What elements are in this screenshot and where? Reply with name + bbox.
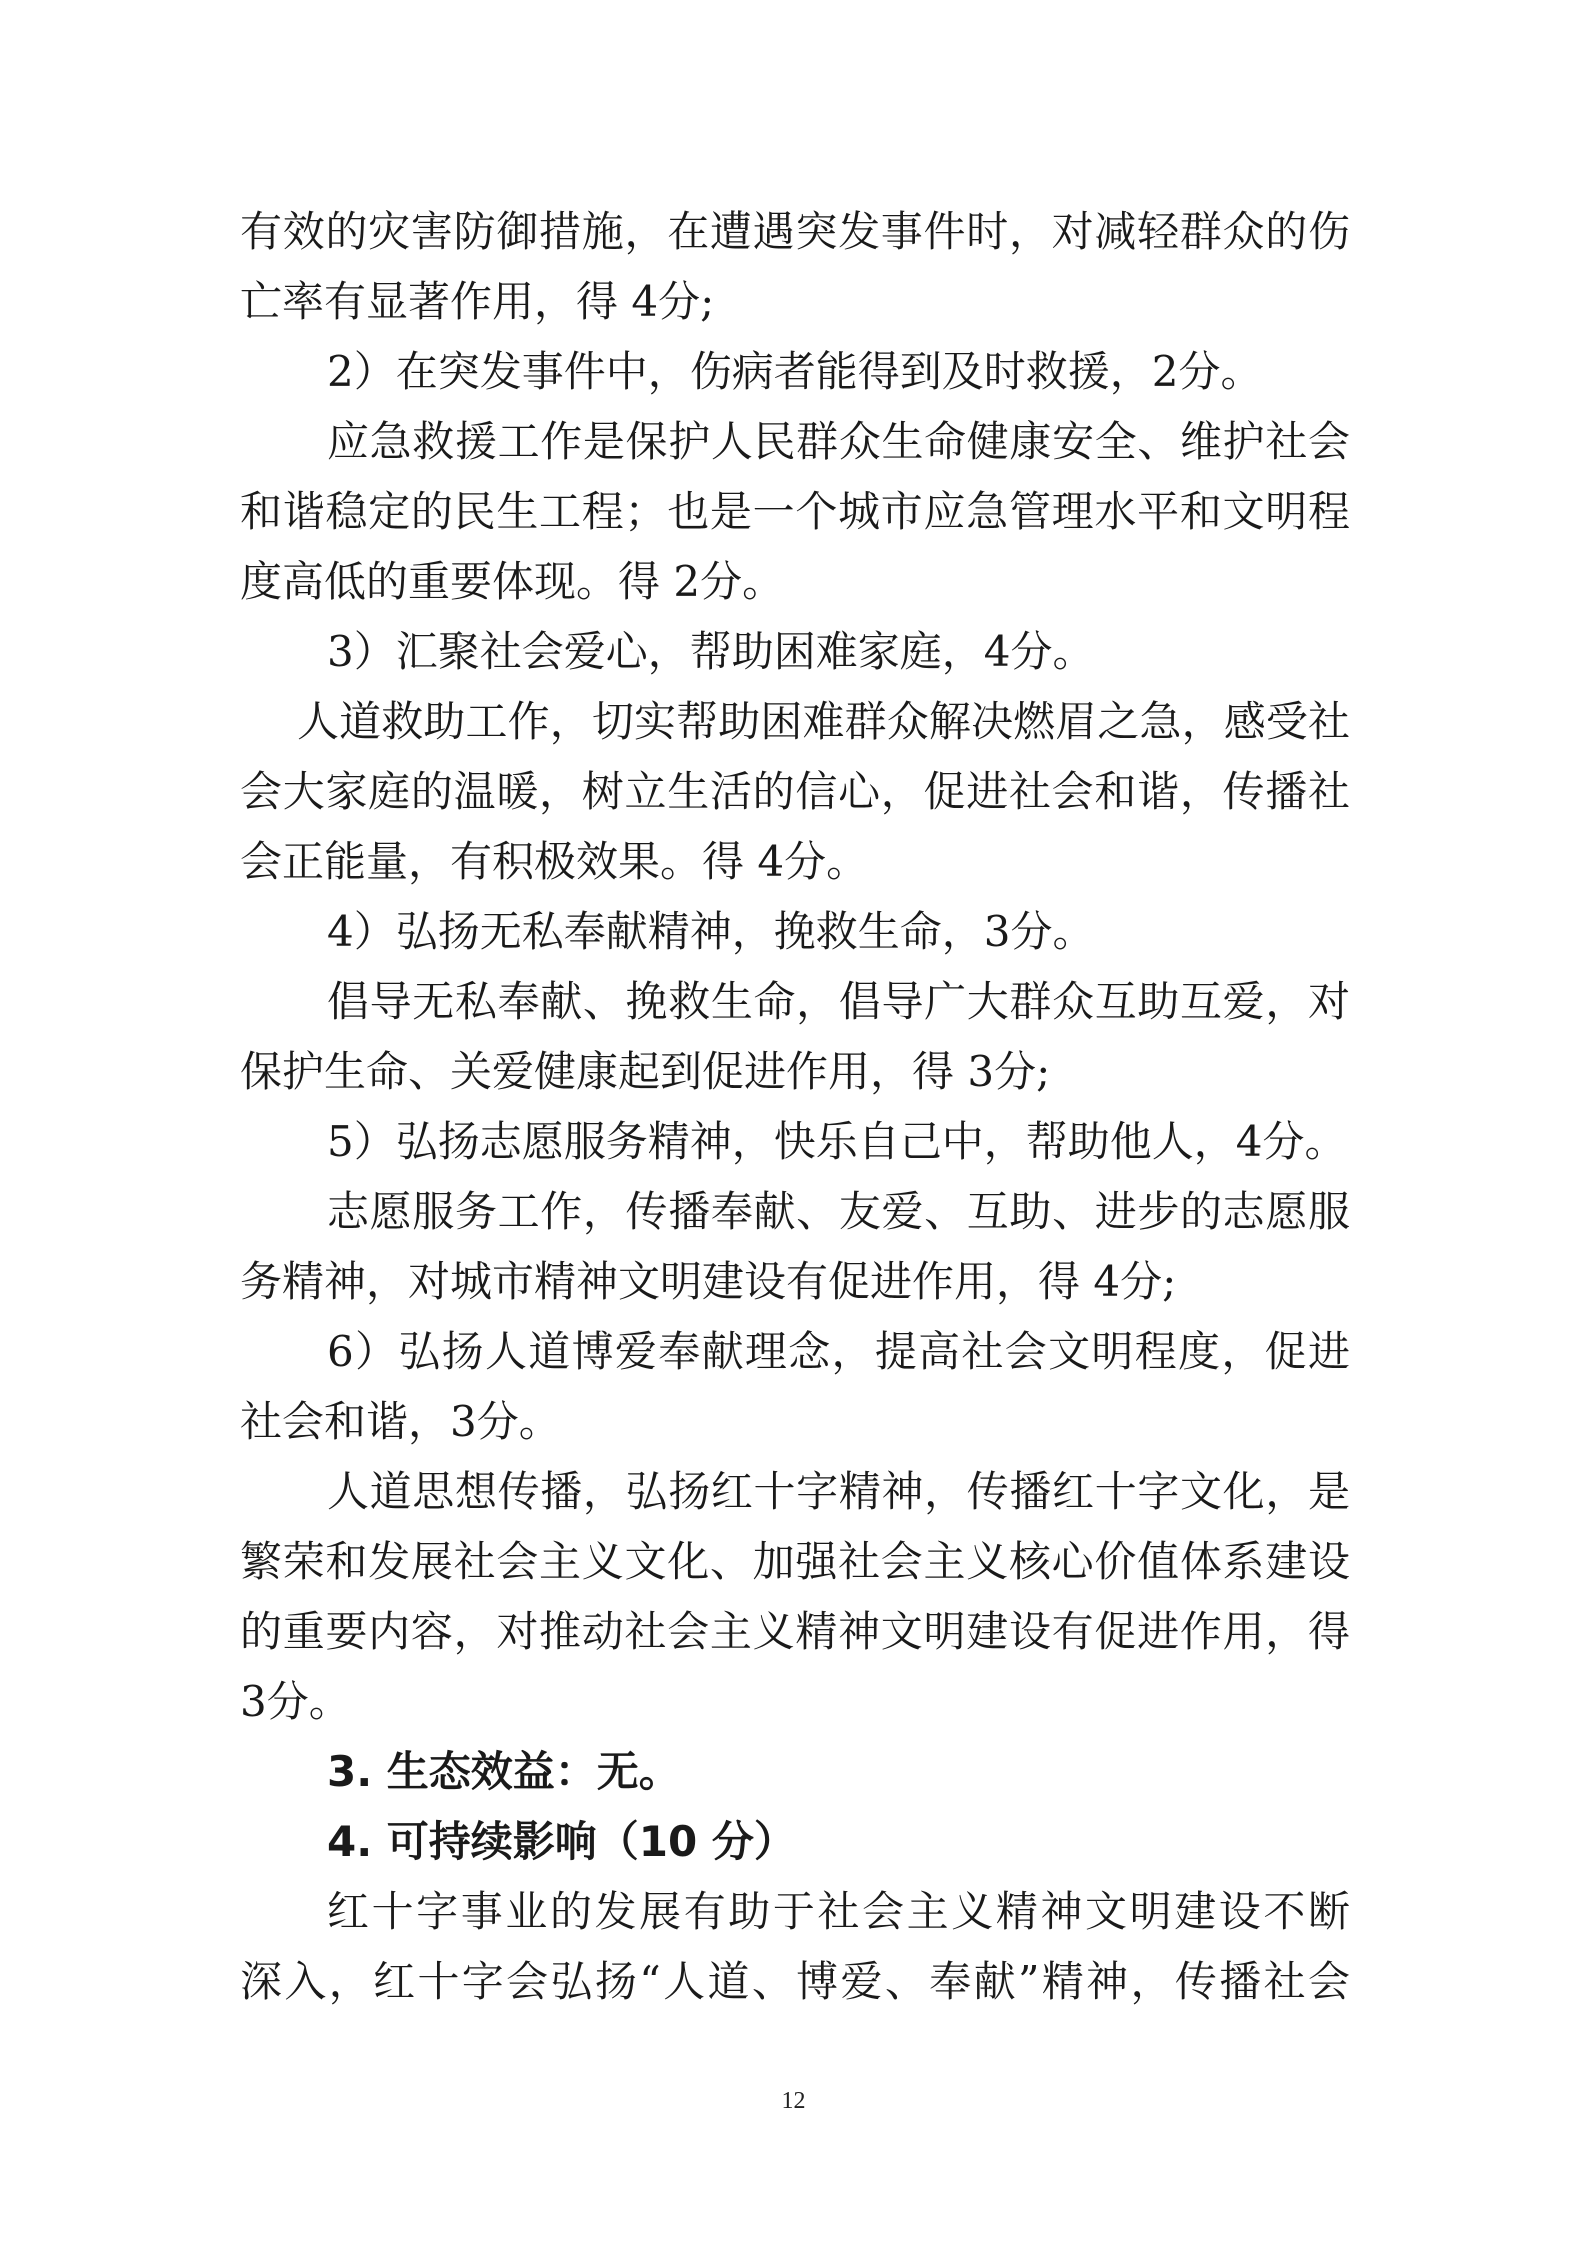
section-heading-sustainable: 4. 可持续影响（10 分） [327,1817,796,1866]
body-line: 繁荣和发展社会主义文化、加强社会主义核心价值体系建设 [240,1537,1350,1586]
item-heading-6-cont: 社会和谐，3分。 [240,1397,561,1446]
body-line: 倡导无私奉献、挽救生命，倡导广大群众互助互爱，对 [327,977,1350,1026]
item-heading-4: 4）弘扬无私奉献精神，挽救生命，3分。 [327,907,1095,956]
body-line: 应急救援工作是保护人民群众生命健康安全、维护社会 [327,417,1350,466]
item-heading-5: 5）弘扬志愿服务精神，快乐自己中，帮助他人，4分。 [327,1117,1347,1166]
body-line: 和谐稳定的民生工程；也是一个城市应急管理水平和文明程 [240,487,1350,536]
body-line: 务精神，对城市精神文明建设有促进作用，得 4分; [240,1257,1177,1306]
body-line: 3分。 [240,1677,351,1726]
body-line: 红十字事业的发展有助于社会主义精神文明建设不断 [327,1887,1350,1936]
item-heading-3: 3）汇聚社会爱心，帮助困难家庭，4分。 [327,627,1095,676]
body-line: 保护生命、关爱健康起到促进作用，得 3分; [240,1047,1051,1096]
body-line: 人道思想传播，弘扬红十字精神，传播红十字文化，是 [327,1467,1350,1516]
body-line: 志愿服务工作，传播奉献、友爱、互助、进步的志愿服 [327,1187,1350,1236]
body-line: 人道救助工作，切实帮助困难群众解决燃眉之急，感受社 [297,697,1350,746]
body-line: 度高低的重要体现。得 2分。 [240,557,785,606]
body-line: 会正能量，有积极效果。得 4分。 [240,837,869,886]
page-number: 12 [781,2088,806,2114]
body-line: 会大家庭的温暖，树立生活的信心，促进社会和谐，传播社 [240,767,1350,816]
body-line: 的重要内容，对推动社会主义精神文明建设有促进作用，得 [240,1607,1350,1656]
item-heading-2: 2）在突发事件中，伤病者能得到及时救援，2分。 [327,347,1263,396]
section-heading-ecological: 3. 生态效益：无。 [327,1747,681,1796]
body-line: 深入，红十字会弘扬“人道、博爱、奉献”精神，传播社会 [240,1957,1350,2006]
body-line: 亡率有显著作用，得 4分; [240,277,715,326]
body-line: 有效的灾害防御措施，在遭遇突发事件时，对减轻群众的伤 [240,207,1350,256]
item-heading-6: 6）弘扬人道博爱奉献理念，提高社会文明程度，促进 [327,1327,1350,1376]
